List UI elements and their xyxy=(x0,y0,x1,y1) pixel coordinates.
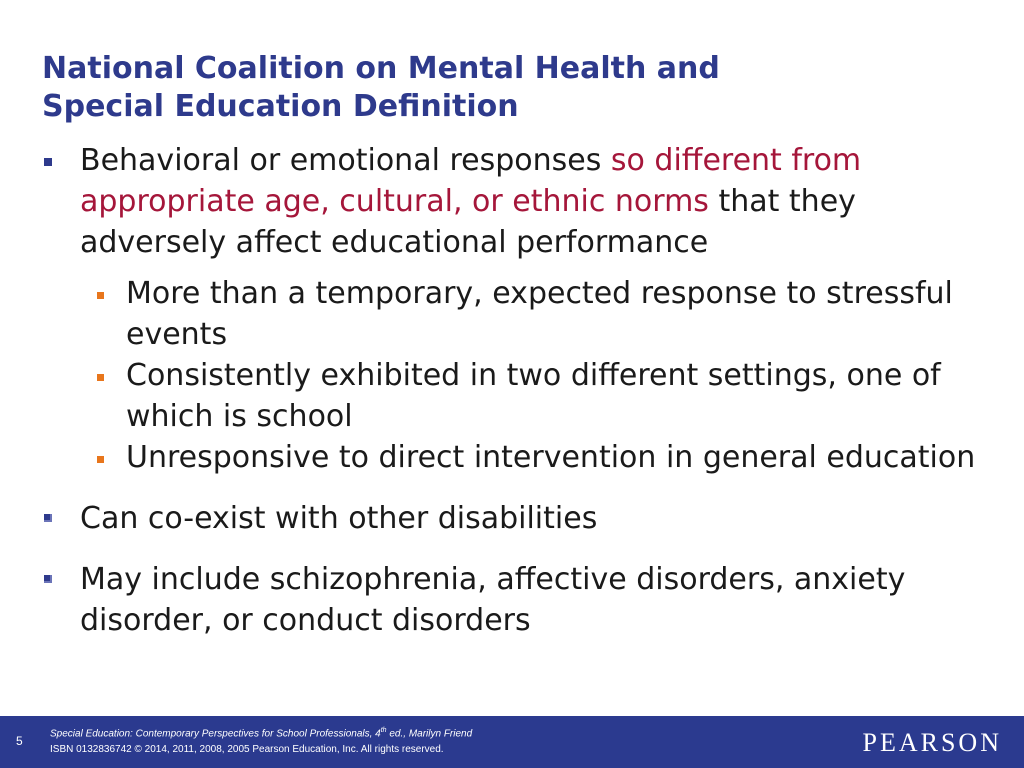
pearson-logo: PEARSON xyxy=(862,728,1002,757)
highlighted-text: so different from appropriate age, cultural, or ethnic norms xyxy=(80,143,862,219)
bullet-text xyxy=(80,140,1002,263)
slide-title-line-1: National Coalition on Mental Health and xyxy=(42,51,720,86)
sub-bullet-text: More than a temporary, expected response to stressful events xyxy=(126,276,953,352)
orange-bullet-icon xyxy=(97,374,104,381)
citation xyxy=(50,724,472,757)
sub-bullet-item xyxy=(42,355,1002,437)
square-bullet-icon xyxy=(44,575,52,583)
square-bullet-icon xyxy=(44,514,52,522)
bullet-item xyxy=(42,498,1002,539)
sub-bullet-item xyxy=(42,437,1002,478)
sub-bullet-item xyxy=(42,273,1002,355)
isbn-copyright: ISBN 0132836742 © 2014, 2011, 2008, 2005 Pearson Education, Inc. All rights reserved. xyxy=(50,744,444,756)
page-number: 5 xyxy=(16,734,23,748)
square-bullet-icon xyxy=(44,158,52,166)
bullet-text-part: that they adversely affect educational performance xyxy=(80,184,856,260)
sub-bullet-text: Consistently exhibited in two different settings, one of which is school xyxy=(126,358,941,434)
bullet-text-part: Behavioral or emotional responses xyxy=(80,143,611,178)
bullet-list xyxy=(42,140,1002,641)
bullet-item xyxy=(42,140,1002,265)
bullet-text: May include schizophrenia, affective disorders, anxiety disorder, or conduct disorders xyxy=(80,562,906,638)
orange-bullet-icon xyxy=(97,292,104,299)
bullet-item xyxy=(42,559,1002,641)
footer-bar xyxy=(0,716,1024,768)
orange-bullet-icon xyxy=(97,456,104,463)
sub-bullet-text: Unresponsive to direct intervention in general education xyxy=(126,440,976,475)
slide-title xyxy=(42,50,942,126)
bullet-text: Can co-exist with other disabilities xyxy=(80,501,598,536)
book-citation xyxy=(50,724,472,741)
slide-title-line-2: Special Education Definition xyxy=(42,89,519,124)
edition-superscript: th xyxy=(380,727,387,734)
book-author: ed., Marilyn Friend xyxy=(386,728,473,740)
book-title: Special Education: Contemporary Perspectives for School Professionals, 4 xyxy=(50,728,381,740)
